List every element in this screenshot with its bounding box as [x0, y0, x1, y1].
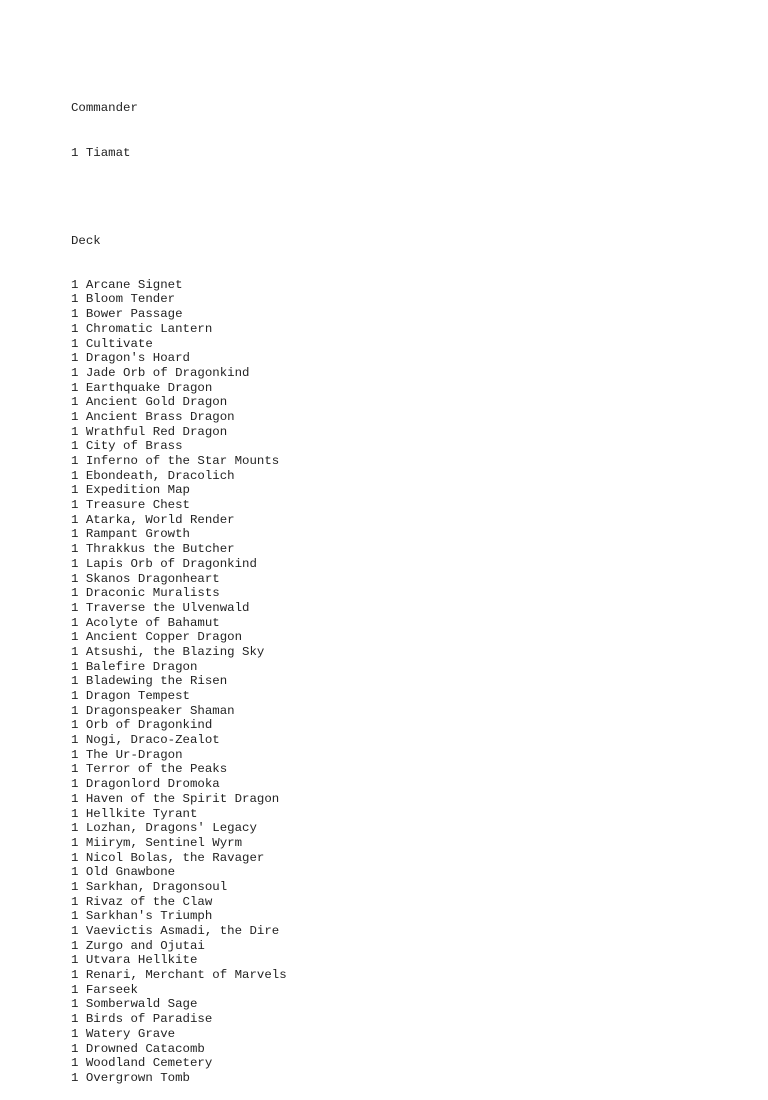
card-entry: 1 Somberwald Sage	[71, 997, 198, 1012]
commander-list	[71, 146, 287, 161]
card-entry: 1 Bladewing the Risen	[71, 674, 228, 689]
card-entry: 1 Balefire Dragon	[71, 659, 198, 674]
card-entry: 1 Acolyte of Bahamut	[71, 615, 220, 630]
card-entry: 1 Nicol Bolas, the Ravager	[71, 850, 265, 865]
card-entry: 1 Woodland Cemetery	[71, 1056, 213, 1071]
card-entry: 1 Drowned Catacomb	[71, 1041, 205, 1056]
card-entry: 1 Thrakkus the Butcher	[71, 542, 235, 557]
card-entry: 1 Nogi, Draco-Zealot	[71, 733, 220, 748]
section-spacer	[71, 190, 287, 205]
card-entry: 1 Draconic Muralists	[71, 586, 220, 601]
card-entry: 1 Traverse the Ulvenwald	[71, 600, 250, 615]
card-entry: 1 Hellkite Tyrant	[71, 806, 198, 821]
card-entry: 1 Inferno of the Star Mounts	[71, 454, 280, 469]
card-entry: 1 Overgrown Tomb	[71, 1070, 190, 1085]
card-entry: 1 Wrathful Red Dragon	[71, 424, 228, 439]
card-entry: 1 Lapis Orb of Dragonkind	[71, 556, 257, 571]
card-entry: 1 Zurgo and Ojutai	[71, 938, 205, 953]
card-entry: 1 The Ur-Dragon	[71, 747, 183, 762]
deck-heading: Deck	[71, 233, 101, 248]
card-entry: 1 Ebondeath, Dracolich	[71, 468, 235, 483]
card-entry: 1 Lozhan, Dragons' Legacy	[71, 821, 257, 836]
card-entry: 1 Skanos Dragonheart	[71, 571, 220, 586]
card-entry: 1 Farseek	[71, 982, 138, 997]
card-entry: 1 Arcane Signet	[71, 277, 183, 292]
card-entry: 1 Terror of the Peaks	[71, 762, 228, 777]
card-entry: 1 Sarkhan's Triumph	[71, 909, 213, 924]
card-entry: 1 Ancient Gold Dragon	[71, 395, 228, 410]
card-entry: 1 Treasure Chest	[71, 498, 190, 513]
card-entry: 1 Bloom Tender	[71, 292, 176, 307]
card-entry: 1 Ancient Copper Dragon	[71, 630, 243, 645]
card-entry: 1 Dragonspeaker Shaman	[71, 703, 235, 718]
commander-heading: Commander	[71, 101, 138, 116]
card-entry: 1 Dragon Tempest	[71, 689, 190, 704]
card-entry: 1 Rivaz of the Claw	[71, 894, 213, 909]
card-entry: 1 Renari, Merchant of Marvels	[71, 968, 287, 983]
card-entry: 1 Chromatic Lantern	[71, 321, 213, 336]
card-entry: 1 Watery Grave	[71, 1026, 176, 1041]
card-entry: 1 Sarkhan, Dragonsoul	[71, 879, 228, 894]
card-entry: 1 Tiamat	[71, 145, 131, 160]
card-entry: 1 Utvara Hellkite	[71, 953, 198, 968]
card-entry: 1 Dragonlord Dromoka	[71, 777, 220, 792]
card-entry: 1 Birds of Paradise	[71, 1012, 213, 1027]
card-entry: 1 Haven of the Spirit Dragon	[71, 791, 280, 806]
card-entry: 1 Dragon's Hoard	[71, 351, 190, 366]
card-entry: 1 Miirym, Sentinel Wyrm	[71, 835, 243, 850]
card-entry: 1 Atarka, World Render	[71, 512, 235, 527]
deck-list	[71, 278, 287, 1086]
card-entry: 1 Bower Passage	[71, 307, 183, 322]
card-entry: 1 City of Brass	[71, 439, 183, 454]
card-entry: 1 Vaevictis Asmadi, the Dire	[71, 924, 280, 939]
card-entry: 1 Rampant Growth	[71, 527, 190, 542]
card-entry: 1 Atsushi, the Blazing Sky	[71, 644, 265, 659]
card-entry: 1 Earthquake Dragon	[71, 380, 213, 395]
card-entry: 1 Cultivate	[71, 336, 153, 351]
card-entry: 1 Jade Orb of Dragonkind	[71, 365, 250, 380]
card-entry: 1 Ancient Brass Dragon	[71, 409, 235, 424]
card-entry: 1 Old Gnawbone	[71, 865, 176, 880]
decklist-document	[71, 72, 287, 1100]
card-entry: 1 Expedition Map	[71, 483, 190, 498]
card-entry: 1 Orb of Dragonkind	[71, 718, 213, 733]
